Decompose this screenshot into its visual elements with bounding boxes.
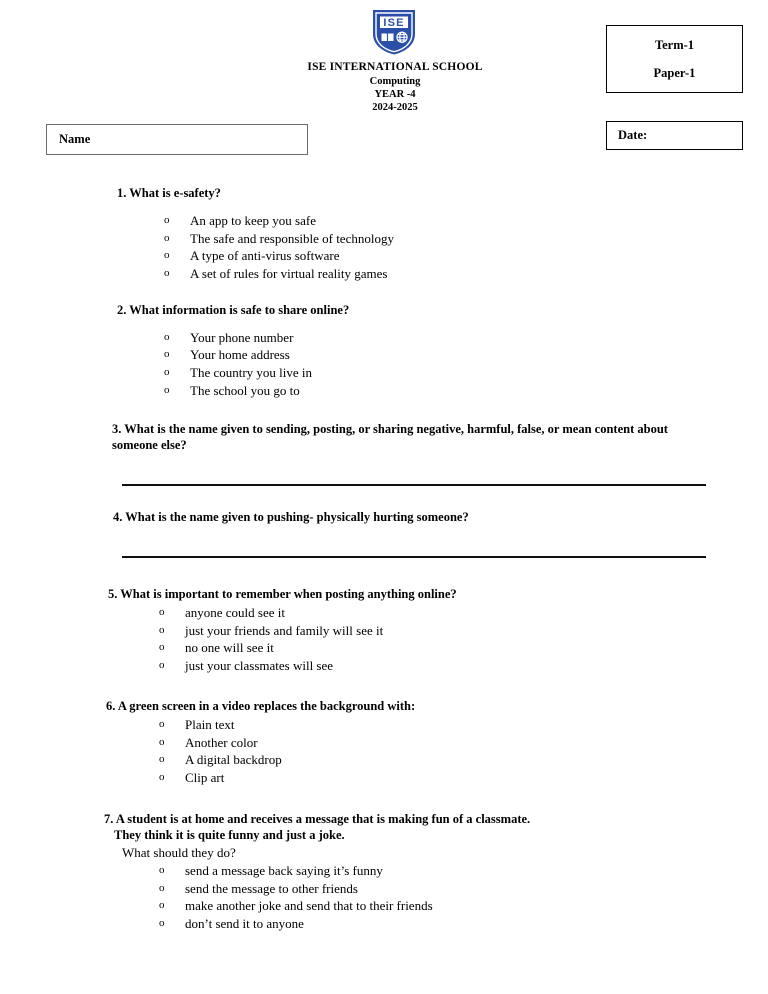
school-name: ISE INTERNATIONAL SCHOOL — [307, 61, 483, 73]
bullet-circle-icon: o — [164, 267, 170, 280]
question-1 — [117, 186, 768, 283]
question-4 — [113, 510, 713, 558]
term-paper-box — [606, 25, 743, 93]
question-6-number: 6. — [106, 699, 116, 714]
page-header — [0, 0, 768, 165]
bullet-circle-icon: o — [164, 330, 170, 343]
option-label: A type of anti-virus software — [190, 248, 340, 264]
option-item[interactable] — [159, 734, 768, 752]
question-6 — [106, 699, 768, 787]
option-item[interactable] — [159, 897, 768, 915]
option-item[interactable] — [164, 364, 768, 382]
bullet-circle-icon: o — [164, 366, 170, 379]
ise-shield-logo-icon — [371, 8, 417, 56]
bullet-circle-icon: o — [159, 881, 165, 894]
option-item[interactable] — [159, 639, 768, 657]
bullet-circle-icon: o — [164, 213, 170, 226]
name-field[interactable] — [46, 124, 308, 155]
question-6-text: A green screen in a video replaces the background with: — [117, 699, 416, 714]
option-item[interactable] — [164, 247, 768, 265]
option-item[interactable] — [159, 769, 768, 787]
option-label: A digital backdrop — [185, 752, 282, 768]
question-4-number: 4. — [113, 510, 123, 525]
option-label: don’t send it to anyone — [185, 916, 304, 932]
option-label: The country you live in — [190, 365, 313, 381]
option-label: Clip art — [185, 770, 225, 786]
question-4-text: What is the name given to pushing- physically hurting someone? — [125, 510, 469, 525]
option-label: Plain text — [185, 716, 235, 732]
question-7 — [104, 812, 768, 933]
option-item[interactable] — [159, 657, 768, 675]
date-label: Date: — [618, 128, 648, 142]
question-5-options — [159, 604, 768, 675]
option-item[interactable] — [159, 880, 768, 898]
question-3-number: 3. — [112, 421, 122, 436]
question-6-stem — [106, 699, 768, 715]
option-item[interactable] — [159, 751, 768, 769]
question-5-text: What is important to remember when posting anything online? — [120, 587, 457, 602]
option-item[interactable] — [164, 265, 768, 283]
name-label: Name — [59, 132, 91, 146]
option-label: send the message to other friends — [185, 880, 358, 896]
option-item[interactable] — [164, 230, 768, 248]
question-5-number: 5. — [108, 587, 118, 602]
option-label: just your friends and family will see it — [185, 622, 384, 638]
question-2 — [117, 303, 768, 400]
question-7-text-line1: A student is at home and receives a message that is making fun of a classmate. — [115, 812, 531, 826]
option-item[interactable] — [164, 329, 768, 347]
bullet-circle-icon: o — [159, 899, 165, 912]
option-label: A set of rules for virtual reality games — [190, 266, 388, 282]
question-3 — [112, 422, 712, 487]
option-label: Your home address — [190, 347, 290, 363]
bullet-circle-icon: o — [159, 863, 165, 876]
year-level: YEAR -4 — [374, 88, 416, 100]
option-label: no one will see it — [185, 640, 274, 656]
question-6-options — [159, 716, 768, 787]
question-sheet — [0, 165, 768, 933]
date-field[interactable] — [606, 121, 743, 150]
bullet-circle-icon: o — [164, 231, 170, 244]
bullet-circle-icon: o — [159, 753, 165, 766]
option-item[interactable] — [159, 915, 768, 933]
question-1-text: What is e-safety? — [129, 186, 221, 200]
academic-year: 2024-2025 — [372, 102, 418, 114]
option-item[interactable] — [159, 604, 768, 622]
question-3-text: What is the name given to sending, posting, or sharing negative, harmful, false, or mean content about someone else? — [112, 421, 668, 452]
question-4-stem — [113, 510, 713, 526]
option-item[interactable] — [159, 716, 768, 734]
question-7-prompt: What should they do? — [122, 844, 236, 860]
question-7-number: 7. — [104, 812, 114, 826]
bullet-circle-icon: o — [164, 249, 170, 262]
bullet-circle-icon: o — [159, 623, 165, 636]
question-2-stem — [117, 303, 768, 319]
bullet-circle-icon: o — [159, 605, 165, 618]
question-7-stem-line1 — [104, 812, 768, 828]
option-item[interactable] — [164, 212, 768, 230]
bullet-circle-icon: o — [159, 735, 165, 748]
answer-line[interactable] — [122, 556, 706, 558]
school-identity-block — [245, 60, 545, 115]
question-2-options — [164, 329, 768, 400]
question-1-options — [164, 212, 768, 283]
question-7-text-line2: They think it is quite funny and just a joke. — [114, 827, 345, 842]
bullet-circle-icon: o — [164, 384, 170, 397]
question-3-stem — [112, 422, 712, 454]
option-item[interactable] — [164, 382, 768, 400]
question-5 — [108, 587, 768, 675]
option-item[interactable] — [164, 346, 768, 364]
option-item[interactable] — [159, 622, 768, 640]
option-label: Your phone number — [190, 329, 294, 345]
option-label: make another joke and send that to their friends — [185, 898, 433, 914]
answer-line[interactable] — [122, 484, 706, 486]
option-label: send a message back saying it’s funny — [185, 862, 383, 878]
question-2-number: 2. — [117, 302, 127, 317]
bullet-circle-icon: o — [159, 917, 165, 930]
option-item[interactable] — [159, 862, 768, 880]
bullet-circle-icon: o — [159, 659, 165, 672]
option-label: The safe and responsible of technology — [190, 230, 394, 246]
option-label: Another color — [185, 734, 258, 750]
question-5-stem — [108, 587, 768, 603]
option-label: An app to keep you safe — [190, 212, 316, 228]
option-label: The school you go to — [190, 383, 300, 399]
subject-name: Computing — [369, 75, 421, 87]
question-1-number: 1. — [117, 186, 127, 200]
option-label: just your classmates will see — [185, 658, 334, 674]
question-2-text: What information is safe to share online? — [129, 302, 350, 317]
paper-label: Paper-1 — [653, 65, 696, 80]
question-7-options — [159, 862, 768, 933]
option-label: anyone could see it — [185, 604, 285, 620]
question-1-stem — [117, 186, 768, 202]
term-label: Term-1 — [654, 37, 695, 52]
bullet-circle-icon: o — [164, 348, 170, 361]
bullet-circle-icon: o — [159, 641, 165, 654]
svg-text:ISE: ISE — [383, 17, 405, 29]
bullet-circle-icon: o — [159, 717, 165, 730]
bullet-circle-icon: o — [159, 771, 165, 784]
